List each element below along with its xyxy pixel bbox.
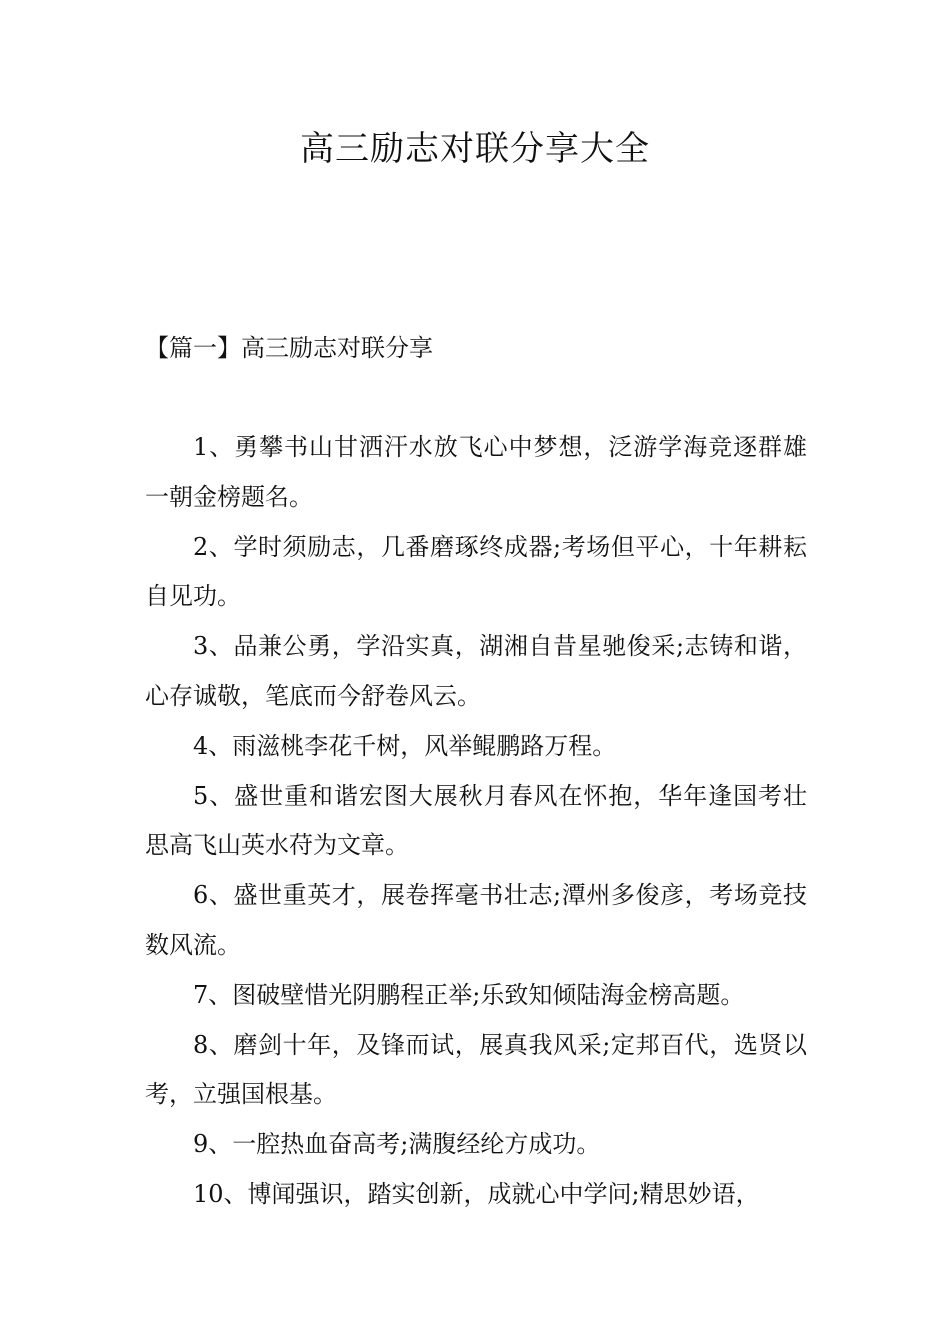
section-heading: 【篇一】高三励志对联分享 (145, 334, 433, 362)
couplet-item-4: 4、雨滋桃李花千树，风举鲲鹏路万程。 (193, 731, 617, 760)
couplet-item-3: 3、品兼公勇，学沿实真，湖湘自昔星驰俊采;志铸和谐，心存诚敬，笔底而今舒卷风云。 (145, 632, 807, 710)
couplet-item-1: 1、勇攀书山甘洒汗水放飞心中梦想，泛游学海竞逐群雄一朝金榜题名。 (145, 433, 807, 511)
couplet-list (145, 423, 807, 1220)
couplet-item-9: 9、一腔热血奋高考;满腹经纶方成功。 (193, 1130, 601, 1159)
document-title: 高三励志对联分享大全 (300, 129, 650, 169)
couplet-item-10: 10、博闻强识，踏实创新，成就心中学问;精思妙语， (193, 1179, 760, 1208)
couplet-item-7: 7、图破壁惜光阴鹏程正举;乐致知倾陆海金榜高题。 (193, 980, 745, 1009)
couplet-item-8: 8、磨剑十年，及锋而试，展真我风采;定邦百代，选贤以考，立强国根基。 (145, 1030, 807, 1109)
couplet-item-2: 2、学时须励志，几番磨琢终成器;考场但平心，十年耕耘自见功。 (145, 532, 807, 611)
couplet-item-5: 5、盛世重和谐宏图大展秋月春风在怀抱，华年逢国考壮思高飞山英水苻为文章。 (145, 781, 807, 860)
couplet-item-6: 6、盛世重英才，展卷挥毫书壮志;潭州多俊彦，考场竞技数风流。 (145, 881, 807, 959)
